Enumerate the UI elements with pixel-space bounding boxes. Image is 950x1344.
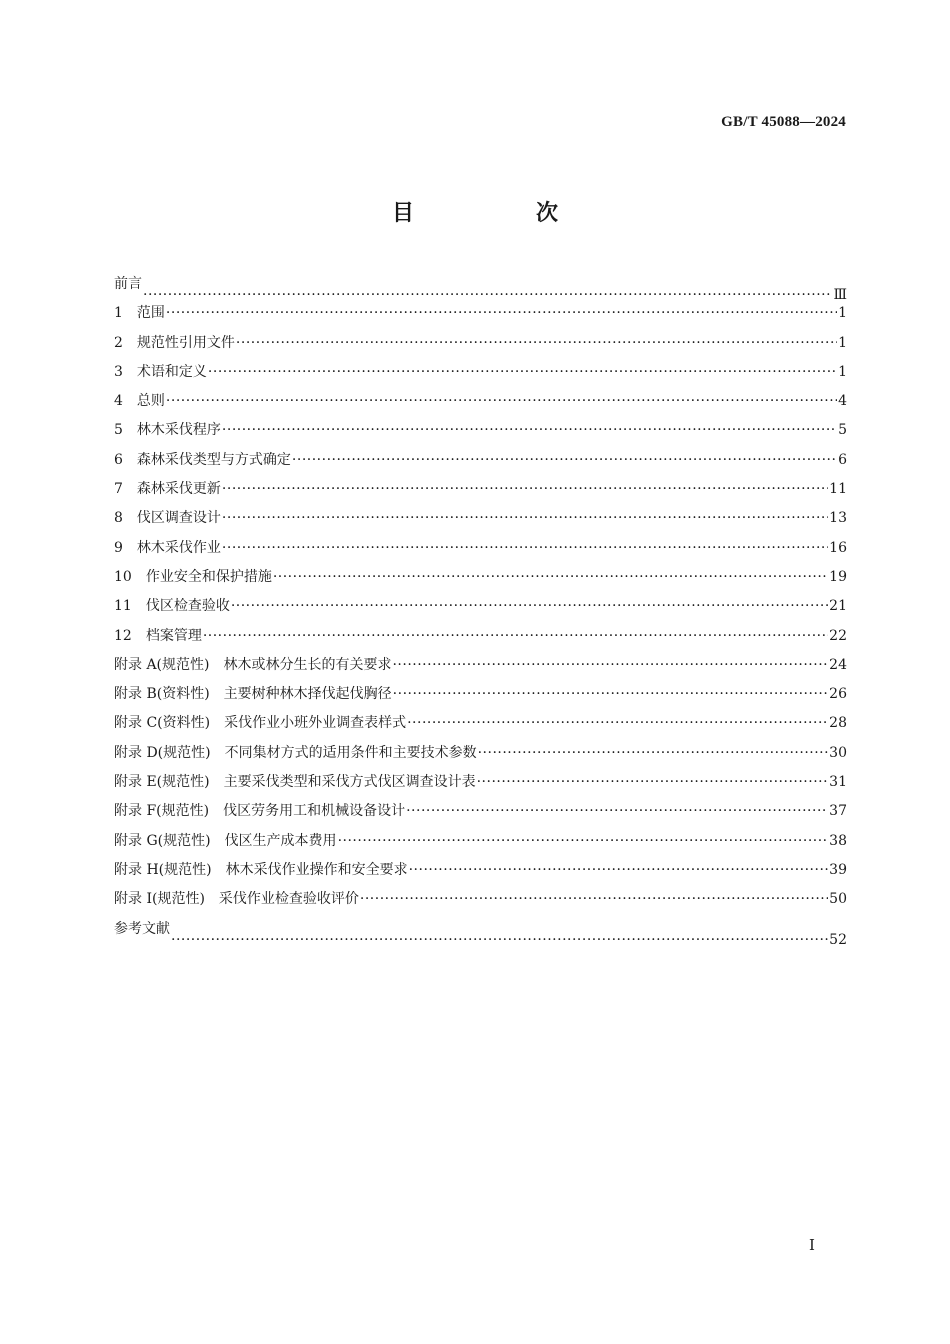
toc-entry-title: 伐区生产成本费用 — [224, 832, 337, 849]
toc-entry-page: 37 — [829, 803, 847, 820]
toc-entry-title: 伐区检查验收 — [145, 598, 230, 615]
toc-entry-page: 16 — [829, 539, 847, 556]
toc-entry-title: 森林采伐更新 — [136, 481, 221, 498]
toc-leader-dots — [292, 446, 837, 475]
toc-entry-number: 附录 A(规范性) — [114, 656, 224, 673]
toc-entry-label — [114, 416, 221, 445]
toc-entry-label — [114, 504, 221, 533]
toc-entry-title: 伐区调查设计 — [136, 510, 221, 527]
toc-entry-title: 范围 — [136, 305, 165, 322]
toc-entry-number: 1 — [114, 305, 137, 322]
toc-entry-label — [114, 827, 337, 856]
toc-entry[interactable] — [114, 534, 847, 563]
toc-entry-title: 主要采伐类型和采伐方式伐区调查设计表 — [223, 774, 476, 791]
toc-entry-label — [114, 680, 392, 709]
toc-entry-label — [114, 768, 476, 797]
toc-entry-label — [114, 387, 165, 416]
toc-entry-label — [114, 475, 221, 504]
toc-entry-page: 50 — [829, 891, 847, 908]
toc-entry-number: 附录 B(资料性) — [114, 686, 224, 703]
toc-leader-dots — [236, 329, 837, 358]
toc-entry-title: 术语和定义 — [136, 363, 207, 380]
toc-entry[interactable] — [114, 270, 847, 304]
toc-entry[interactable] — [114, 358, 847, 387]
toc-entry-page: 1 — [838, 363, 847, 380]
table-of-contents — [114, 270, 847, 948]
toc-entry[interactable] — [114, 446, 847, 475]
toc-entry[interactable] — [114, 475, 847, 504]
toc-entry-page: 38 — [829, 832, 847, 849]
toc-entry-label — [114, 299, 165, 328]
toc-entry-label — [114, 563, 272, 592]
toc-entry-label — [114, 739, 477, 768]
toc-entry-label — [114, 651, 391, 680]
toc-entry-number: 12 — [114, 627, 146, 644]
page-title: 目 次 — [391, 201, 608, 226]
toc-entry-page: 39 — [829, 861, 847, 878]
toc-entry-page: 31 — [829, 774, 847, 791]
toc-entry-number: 附录 F(规范性) — [114, 803, 224, 820]
toc-entry-label — [114, 885, 359, 914]
toc-entry-number: 8 — [114, 510, 137, 527]
toc-entry[interactable] — [114, 299, 847, 328]
toc-leader-dots — [407, 709, 828, 738]
toc-entry-number: 5 — [114, 422, 137, 439]
toc-entry-page: 1 — [838, 305, 847, 322]
toc-entry-label — [114, 797, 405, 826]
toc-leader-dots — [166, 387, 837, 416]
toc-entry-number: 2 — [114, 334, 137, 351]
toc-entry-title: 林木采伐程序 — [136, 422, 221, 439]
toc-entry-number: 7 — [114, 481, 137, 498]
toc-entry-number: 附录 D(规范性) — [114, 744, 225, 761]
toc-entry[interactable] — [114, 709, 847, 738]
toc-entry[interactable] — [114, 329, 847, 358]
toc-entry[interactable] — [114, 622, 847, 651]
toc-entry[interactable] — [114, 856, 847, 885]
toc-leader-dots — [393, 680, 829, 709]
toc-entry[interactable] — [114, 885, 847, 914]
toc-entry-number: 10 — [114, 568, 146, 585]
toc-leader-dots — [222, 475, 828, 504]
toc-entry-page: 21 — [829, 598, 847, 615]
toc-leader-dots — [166, 299, 837, 328]
toc-entry-title: 规范性引用文件 — [136, 334, 235, 351]
toc-leader-dots — [231, 592, 828, 621]
toc-entry-number: 附录 G(规范性) — [114, 832, 225, 849]
toc-entry-page: 28 — [829, 715, 847, 732]
toc-leader-dots — [208, 358, 837, 387]
toc-entry[interactable] — [114, 416, 847, 445]
toc-entry-page: 6 — [838, 451, 847, 468]
toc-leader-dots — [222, 416, 837, 445]
toc-entry-title: 主要树种林木择伐起伐胸径 — [223, 686, 392, 703]
toc-entry-page: Ⅲ — [833, 287, 847, 304]
toc-entry-label — [114, 915, 170, 944]
toc-entry-number: 附录 C(资料性) — [114, 715, 225, 732]
toc-entry-title: 总则 — [136, 393, 165, 410]
toc-entry-label — [114, 592, 230, 621]
toc-entry-label — [114, 856, 408, 885]
toc-entry[interactable] — [114, 827, 847, 856]
toc-entry-page: 13 — [829, 510, 847, 527]
toc-entry-number: 3 — [114, 363, 137, 380]
toc-entry-number: 6 — [114, 451, 137, 468]
toc-entry-label — [114, 358, 207, 387]
toc-leader-dots — [360, 885, 828, 914]
toc-entry-title: 不同集材方式的适用条件和主要技术参数 — [224, 744, 477, 761]
toc-entry-number: 附录 H(规范性) — [114, 861, 226, 878]
toc-entry-title: 林木采伐作业 — [136, 539, 221, 556]
toc-entry-label — [114, 270, 142, 299]
toc-entry[interactable] — [114, 504, 847, 533]
toc-entry-title: 森林采伐类型与方式确定 — [136, 451, 291, 468]
toc-entry[interactable] — [114, 651, 847, 680]
toc-entry-page: 52 — [829, 931, 847, 948]
standard-code: GB/T 45088—2024 — [721, 114, 846, 130]
toc-entry-title: 林木采伐作业操作和安全要求 — [225, 861, 408, 878]
page-number: Ⅰ — [809, 1236, 815, 1254]
toc-entry[interactable] — [114, 797, 847, 826]
toc-entry-title: 林木或林分生长的有关要求 — [223, 656, 392, 673]
toc-entry[interactable] — [114, 915, 847, 948]
toc-entry-label — [114, 446, 291, 475]
toc-entry-number: 4 — [114, 393, 137, 410]
toc-entry-title: 参考文献 — [114, 920, 170, 937]
toc-entry[interactable] — [114, 680, 847, 709]
toc-leader-dots — [478, 739, 829, 768]
toc-leader-dots — [222, 504, 828, 533]
toc-entry-page: 11 — [829, 481, 847, 498]
toc-leader-dots — [203, 622, 828, 651]
toc-entry-page: 1 — [838, 334, 847, 351]
toc-entry[interactable] — [114, 592, 847, 621]
toc-leader-dots — [392, 651, 828, 680]
toc-leader-dots — [273, 563, 828, 592]
toc-entry[interactable] — [114, 768, 847, 797]
toc-entry-title: 档案管理 — [145, 627, 202, 644]
toc-leader-dots — [409, 856, 829, 885]
toc-entry[interactable] — [114, 563, 847, 592]
toc-entry-title: 伐区劳务用工和机械设备设计 — [223, 803, 406, 820]
toc-entry-title: 前言 — [114, 276, 142, 292]
toc-entry-page: 22 — [829, 627, 847, 644]
toc-entry-label — [114, 534, 221, 563]
toc-entry-number: 附录 E(规范性) — [114, 774, 224, 791]
toc-entry-label — [114, 709, 406, 738]
toc-entry-label — [114, 622, 202, 651]
toc-entry-page: 24 — [829, 656, 847, 673]
toc-entry[interactable] — [114, 739, 847, 768]
toc-leader-dots — [338, 827, 829, 856]
toc-entry-page: 19 — [829, 568, 847, 585]
toc-entry-label — [114, 329, 235, 358]
toc-entry-page: 26 — [829, 686, 847, 703]
toc-entry-page: 5 — [838, 422, 847, 439]
toc-entry-number: 11 — [114, 598, 146, 615]
toc-leader-dots — [222, 534, 828, 563]
toc-entry-title: 采伐作业检查验收评价 — [218, 891, 359, 908]
toc-entry-number: 9 — [114, 539, 137, 556]
toc-entry-number: 附录 I(规范性) — [114, 891, 219, 908]
toc-entry[interactable] — [114, 387, 847, 416]
toc-leader-dots — [477, 768, 829, 797]
toc-leader-dots — [171, 926, 828, 955]
toc-entry-title: 采伐作业小班外业调查表样式 — [224, 715, 407, 732]
toc-entry-page: 4 — [838, 393, 847, 410]
toc-entry-page: 30 — [829, 744, 847, 761]
toc-entry-title: 作业安全和保护措施 — [145, 568, 272, 585]
toc-leader-dots — [406, 797, 828, 826]
